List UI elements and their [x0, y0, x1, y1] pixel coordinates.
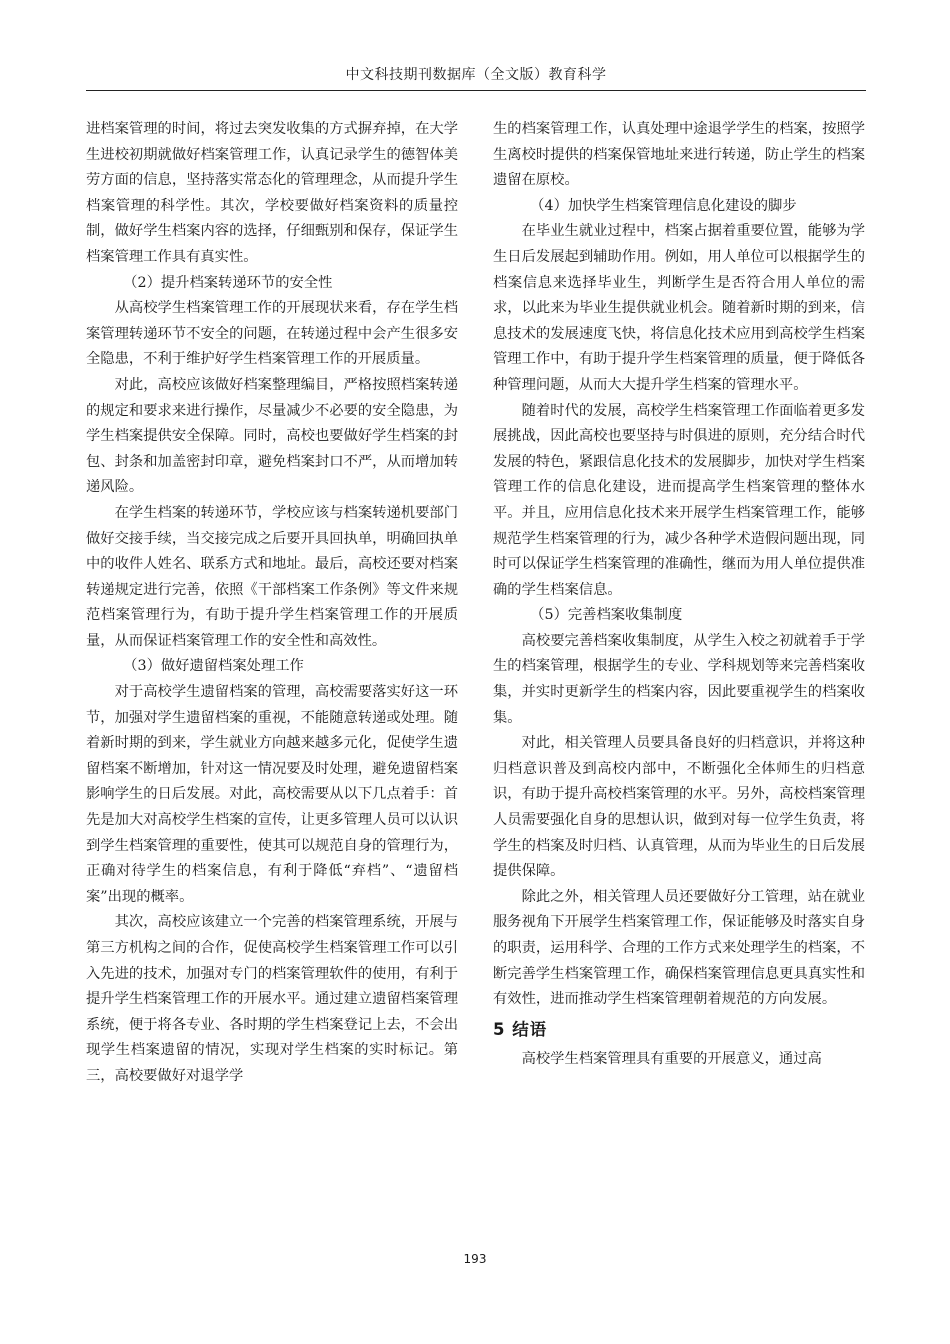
- paragraph: 高校要完善档案收集制度，从学生入校之初就着手于学生的档案管理，根据学生的专业、学科规划等来完善档案收集，并实时更新学生的档案内容，因此要重视学生的档案收集。: [493, 632, 865, 726]
- subheading: （2）提升档案转递环节的安全性: [123, 274, 333, 291]
- paragraph: 其次，高校应该建立一个完善的档案管理系统，开展与第三方机构之间的合作，促使高校学生档案管理工作可以引入先进的技术，加强对专门的档案管理软件的使用，有利于提升学生档案管理工作的开展水平。通过建立遗留档案管理系统，便于将各专业、各时期的学生档案登记上去，不会出现学生档案遗留的情况，实现对学生档案的实时标记。第三，高校要做好对退学学: [86, 914, 458, 1084]
- paragraph: 除此之外，相关管理人员还要做好分工管理，站在就业服务视角下开展学生档案管理工作，保证能够及时落实自身的职责，运用科学、合理的工作方式来处理学生的档案，不断完善学生档案管理工作，确保档案管理信息更具真实性和有效性，进而推动学生档案管理朝着规范的方向发展。: [493, 888, 865, 1008]
- paragraph: 在毕业生就业过程中，档案占据着重要位置，能够为学生日后发展起到辅助作用。例如，用人单位可以根据学生的档案信息来选择毕业生，判断学生是否符合用人单位的需求，以此来为毕业生提供就业机会。随着新时期的到来，信息技术的发展速度飞快，将信息化技术应用到高校学生档案管理工作中，有助于提升学生档案管理的质量，便于降低各种管理问题，从而大大提升学生档案的管理水平。: [493, 223, 865, 393]
- subheading: （3）做好遗留档案处理工作: [123, 658, 304, 675]
- subheading: （5）完善档案收集制度: [530, 607, 683, 624]
- paragraph: 高校学生档案管理具有重要的开展意义，通过高: [521, 1050, 822, 1067]
- section-heading: 5 结语: [493, 1019, 548, 1039]
- paragraph: 对于高校学生遗留档案的管理，高校需要落实好这一环节，加强对学生遗留档案的重视，不能随意转递或处理。随着新时期的到来，学生就业方向越来越多元化，促使学生遗留档案不断增加，针对这一情况要及时处理，避免遗留档案影响学生的日后发展。对此，高校需要从以下几点着手：首先是加大对高校学生档案的宣传，让更多管理人员可以认识到学生档案管理的重要性，使其可以规范自身的管理行为，正确对待学生的档案信息，有利于降低“弃档”、“遗留档案”出现的概率。: [86, 684, 458, 905]
- subheading: （4）加快学生档案管理信息化建设的脚步: [530, 197, 797, 214]
- left-column: [86, 117, 458, 1090]
- paragraph: 对此，相关管理人员要具备良好的归档意识，并将这种归档意识普及到高校内部中，不断强化全体师生的归档意识，有助于提升高校档案管理的水平。另外，高校档案管理人员需要强化自身的思想认识，做到对每一位学生负责，将学生的档案及时归档、认真管理，从而为毕业生的日后发展提供保障。: [493, 735, 865, 880]
- right-column: [493, 117, 865, 1072]
- continued-paragraph: 进档案管理的时间，将过去突发收集的方式摒弃掉，在大学生进校初期就做好档案管理工作，认真记录学生的德智体美劳方面的信息，坚持落实常态化的管理理念，从而提升学生档案管理的科学性。其次，学校要做好档案资料的质量控制，做好学生档案内容的选择，仔细甄别和保存，保证学生档案管理工作具有真实性。: [86, 121, 458, 265]
- paragraph: 对此，高校应该做好档案整理编目，严格按照档案转递的规定和要求来进行操作，尽量减少不必要的安全隐患，为学生档案提供安全保障。同时，高校也要做好学生档案的封包、封条和加盖密封印章，避免档案封口不严，从而增加转递风险。: [86, 376, 458, 496]
- page-number: 193: [463, 1252, 487, 1266]
- header-divider: [86, 90, 866, 91]
- continued-paragraph: 生的档案管理工作，认真处理中途退学学生的档案，按照学生离校时提供的档案保管地址来进行转递，防止学生的档案遗留在原校。: [493, 121, 865, 189]
- paragraph: 随着时代的发展，高校学生档案管理工作面临着更多发展挑战，因此高校也要坚持与时俱进的原则，充分结合时代发展的特色，紧跟信息化技术的发展脚步，加快对学生档案管理工作的信息化建设，进而提高学生档案管理的整体水平。并且，应用信息化技术来开展学生档案管理工作，能够规范学生档案管理的行为，减少各种学术造假问题出现，同时可以保证学生档案管理的准确性，继而为用人单位提供准确的学生档案信息。: [493, 402, 865, 598]
- paragraph: 从高校学生档案管理工作的开展现状来看，存在学生档案管理转递环节不安全的问题，在转递过程中会产生很多安全隐患，不利于维护好学生档案管理工作的开展质量。: [86, 300, 458, 368]
- journal-header: 中文科技期刊数据库（全文版）教育科学: [345, 67, 607, 83]
- paragraph: 在学生档案的转递环节，学校应该与档案转递机要部门做好交接手续，当交接完成之后要开具回执单，明确回执单中的收件人姓名、联系方式和地址。最后，高校还要对档案转递规定进行完善，依照《干部档案工作条例》等文件来规范档案管理行为，有助于提升学生档案管理工作的开展质量，从而保证档案管理工作的安全性和高效性。: [86, 504, 458, 649]
